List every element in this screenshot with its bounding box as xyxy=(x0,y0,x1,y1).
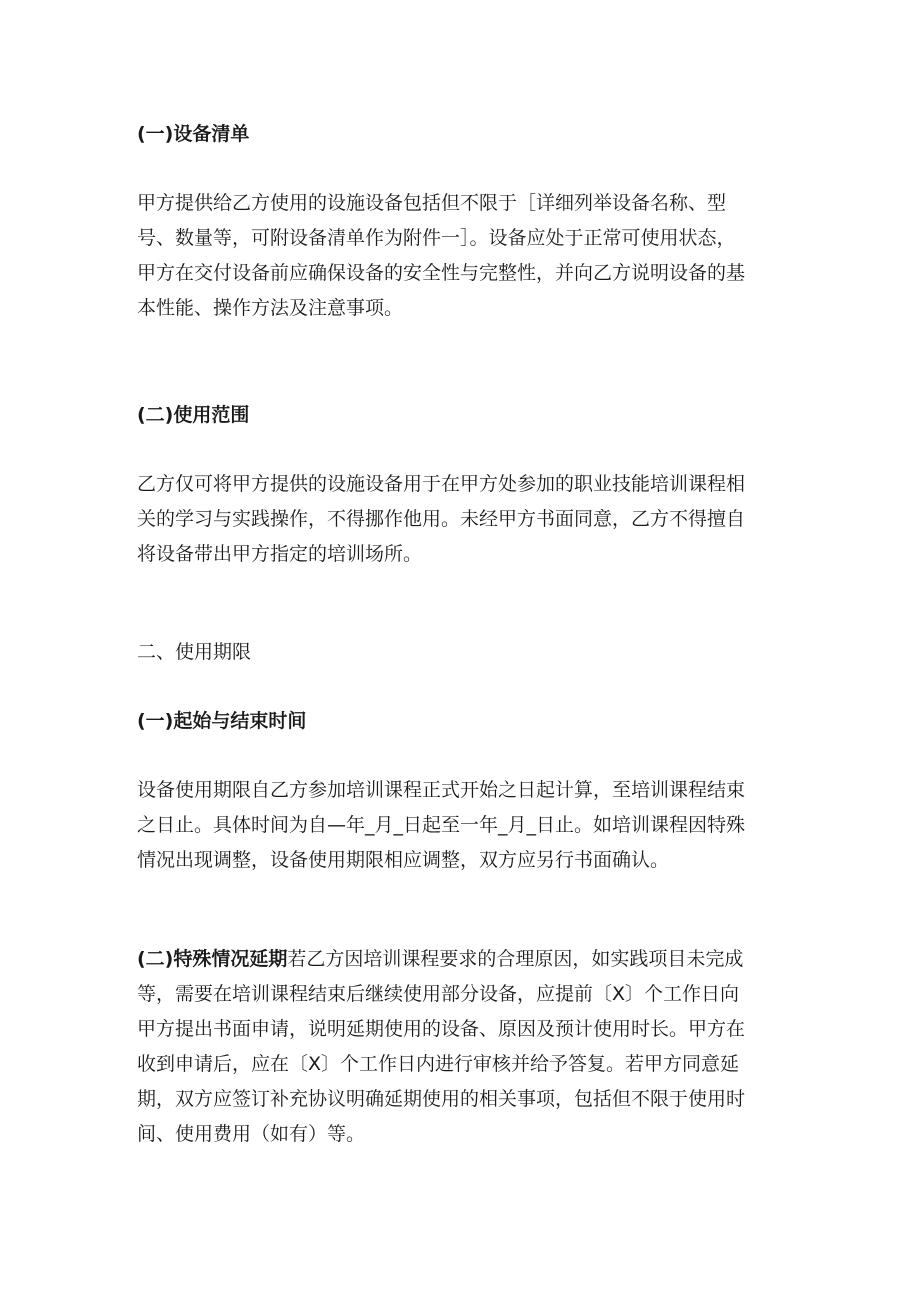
paragraph-equipment-list xyxy=(137,186,787,326)
paragraph-line-text: 若乙方因培训课程要求的合理原因，如实践项目未完成 xyxy=(287,948,744,970)
inline-heading-special-extension: (二)特殊情况延期 xyxy=(137,948,288,970)
paragraph-line: 等，需要在培训课程结束后继续使用部分设备，应提前〔X〕个工作日向 xyxy=(137,983,740,1005)
paragraph-line: 情况出现调整，设备使用期限相应调整，双方应另行书面确认。 xyxy=(137,849,670,871)
paragraph-special-extension xyxy=(137,942,787,1152)
paragraph-line: 关的学习与实践操作，不得挪作他用。未经甲方书面同意，乙方不得擅自 xyxy=(137,508,746,530)
heading-text: (二)使用范围 xyxy=(137,404,250,426)
paragraph-line: 乙方仅可将甲方提供的设施设备用于在甲方处参加的职业技能培训课程相 xyxy=(137,473,746,495)
chapter-title-text: 二、使用期限 xyxy=(137,641,252,663)
paragraph-line: 甲方提供给乙方使用的设施设备包括但不限于［详细列举设备名称、型 xyxy=(137,192,727,214)
paragraph-line: 将设备带出甲方指定的培训场所。 xyxy=(137,543,423,565)
section-heading-equipment-list xyxy=(137,117,787,152)
paragraph-line xyxy=(137,942,787,977)
paragraph-line: 间、使用费用（如有）等。 xyxy=(137,1123,366,1145)
heading-text: (一)设备清单 xyxy=(137,123,250,145)
paragraph-line: 本性能、操作方法及注意事项。 xyxy=(137,297,404,319)
paragraph-line: 号、数量等，可附设备清单作为附件一］。设备应处于正常可使用状态， xyxy=(137,227,736,249)
paragraph-line: 收到申请后，应在〔X〕个工作日内进行审核并给予答复。若甲方同意延 xyxy=(137,1053,740,1075)
paragraph-line: 设备使用期限自乙方参加培训课程正式开始之日起计算，至培训课程结束 xyxy=(137,779,746,801)
paragraph-usage-scope xyxy=(137,467,787,572)
paragraph-line: 甲方提出书面申请，说明延期使用的设备、原因及预计使用时长。甲方在 xyxy=(137,1018,746,1040)
heading-text: (一)起始与结束时间 xyxy=(137,710,307,732)
section-heading-start-end-time xyxy=(137,704,787,739)
paragraph-line: 期，双方应签订补充协议明确延期使用的相关事项，包括但不限于使用时 xyxy=(137,1088,746,1110)
chapter-title-usage-period xyxy=(137,635,787,670)
section-heading-usage-scope xyxy=(137,398,787,433)
paragraph-start-end-time xyxy=(137,773,787,878)
paragraph-line: 甲方在交付设备前应确保设备的安全性与完整性，并向乙方说明设备的基 xyxy=(137,262,746,284)
paragraph-line: 之日止。具体时间为自—年_月_日起至一年_月_日止。如培训课程因特殊 xyxy=(137,814,746,836)
